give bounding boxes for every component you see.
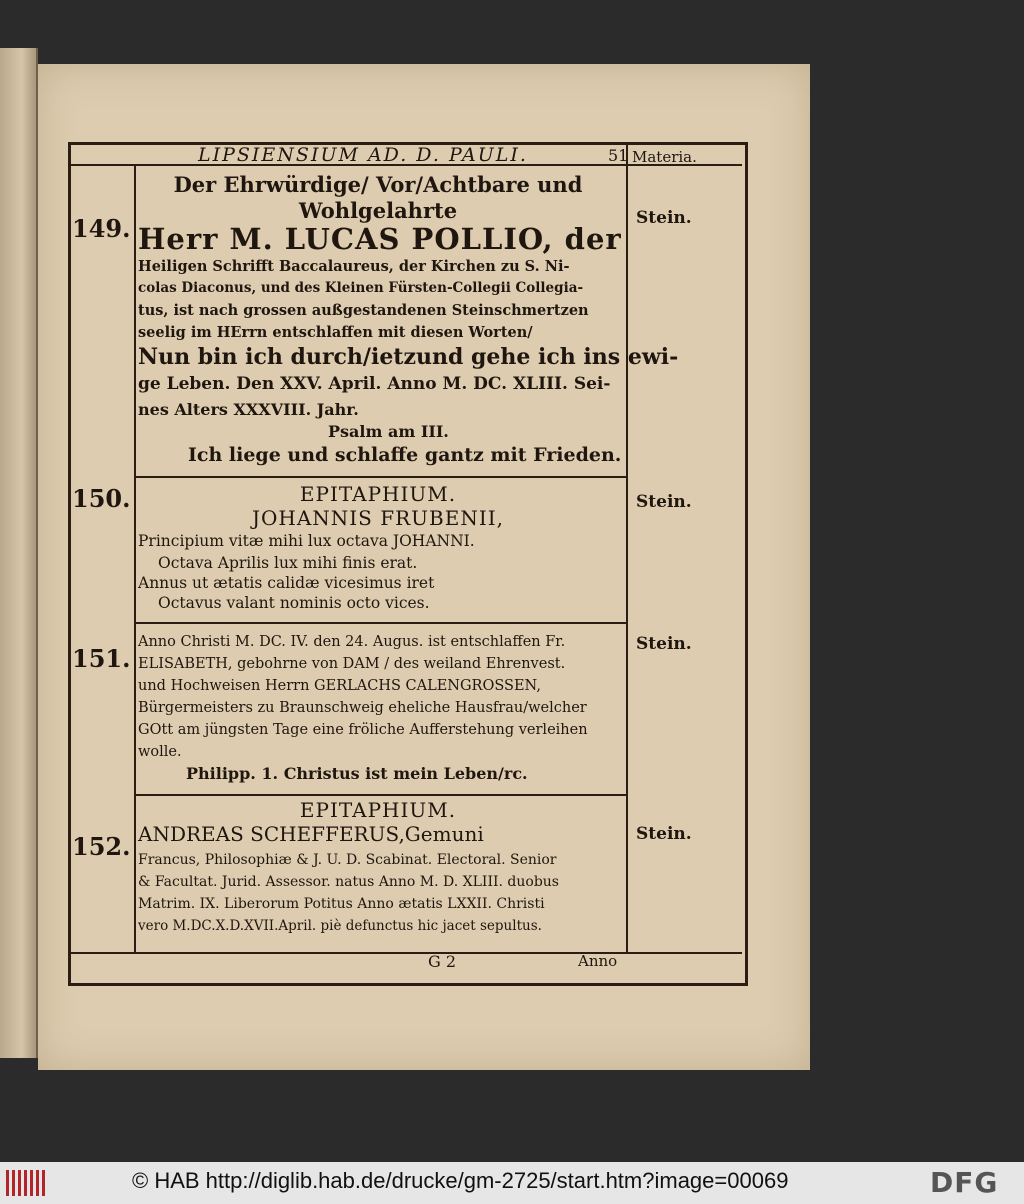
entry-line: Octavus valant nominis octo vices. bbox=[158, 594, 430, 612]
adjacent-page-edge bbox=[0, 48, 38, 1058]
entry-line: ELISABETH, gebohrne von DAM / des weiland Ehrenvest. bbox=[138, 656, 566, 672]
entry-line: Annus ut ætatis calidæ vicesimus iret bbox=[138, 574, 435, 592]
entry-divider bbox=[134, 622, 628, 624]
page-number: 51 bbox=[608, 146, 629, 165]
entry-line: tus, ist nach grossen außgestandenen Steinschmertzen bbox=[138, 302, 589, 319]
entry-line: ge Leben. Den XXV. April. Anno M. DC. XLIII. Sei- bbox=[138, 374, 611, 394]
dfg-logo: DFG bbox=[930, 1166, 999, 1199]
entry-line: Anno Christi M. DC. IV. den 24. Augus. ist entschlaffen Fr. bbox=[138, 634, 566, 650]
entry-line: Der Ehrwürdige/ Vor/Achtbare und bbox=[173, 172, 583, 197]
hab-logo-icon bbox=[6, 1170, 46, 1196]
entry-number: 152. bbox=[72, 832, 131, 861]
entry-line: Philipp. 1. Christus ist mein Leben/rc. bbox=[186, 764, 528, 783]
source-link[interactable]: © HAB http://diglib.hab.de/drucke/gm-2725/start.htm?image=00069 bbox=[132, 1168, 789, 1193]
entry-divider bbox=[134, 476, 628, 478]
margin-heading: Materia. bbox=[632, 148, 697, 166]
entry-line: und Hochweisen Herrn GERLACHS CALENGROSSEN, bbox=[138, 678, 541, 694]
entry-line: Francus, Philosophiæ & J. U. D. Scabinat. Electoral. Senior bbox=[138, 852, 557, 868]
entry-line: ANDREAS SCHEFFERUS,Gemuni bbox=[138, 822, 484, 846]
entry-line: EPITAPHIUM. bbox=[299, 798, 457, 822]
entry-line: Wohlgelahrte bbox=[298, 198, 458, 223]
entry-line: vero M.DC.X.D.XVII.April. piè defunctus hic jacet sepultus. bbox=[138, 918, 542, 934]
entry-line: seelig im HErrn entschlaffen mit diesen Worten/ bbox=[138, 324, 533, 341]
margin-note: Stein. bbox=[636, 208, 692, 228]
entry-line: Matrim. IX. Liberorum Potitus Anno ætatis LXXII. Christi bbox=[138, 896, 545, 912]
entry-line: Herr M. LUCAS POLLIO, der bbox=[138, 222, 622, 256]
entry-line: Ich liege und schlaffe gantz mit Frieden. bbox=[188, 444, 622, 466]
entry-line: JOHANNIS FRUBENII, bbox=[251, 506, 504, 530]
entry-number: 150. bbox=[72, 484, 131, 513]
margin-note: Stein. bbox=[636, 824, 692, 844]
book-page bbox=[38, 64, 810, 1070]
margin-note: Stein. bbox=[636, 634, 692, 654]
entry-line: Heiligen Schrifft Baccalaureus, der Kirchen zu S. Ni- bbox=[138, 258, 570, 275]
right-column-rule bbox=[626, 144, 628, 954]
entry-line: Nun bin ich durch/ietzund gehe ich ins ewi- bbox=[138, 344, 679, 370]
signature-mark: G 2 bbox=[428, 952, 457, 971]
bottom-rule bbox=[70, 952, 742, 954]
left-column-rule bbox=[134, 164, 136, 954]
entry-line: Octava Aprilis lux mihi finis erat. bbox=[158, 554, 418, 572]
entry-line: nes Alters XXXVIII. Jahr. bbox=[138, 400, 359, 419]
margin-note: Stein. bbox=[636, 492, 692, 512]
entry-number: 151. bbox=[72, 644, 131, 673]
catchword: Anno bbox=[578, 952, 618, 970]
entry-line: GOtt am jüngsten Tage eine fröliche Aufferstehung verleihen bbox=[138, 722, 588, 738]
entry-line: wolle. bbox=[138, 744, 182, 760]
entry-number: 149. bbox=[72, 214, 131, 243]
entry-line: Psalm am III. bbox=[328, 422, 449, 441]
entry-line: & Facultat. Jurid. Assessor. natus Anno M. D. XLIII. duobus bbox=[138, 874, 559, 890]
entry-line: Bürgermeisters zu Braunschweig eheliche Hausfrau/welcher bbox=[138, 700, 587, 716]
viewer-footer bbox=[0, 1162, 1024, 1204]
entry-line: Principium vitæ mihi lux octava JOHANNI. bbox=[138, 532, 475, 550]
entry-divider bbox=[134, 794, 628, 796]
running-title: LIPSIENSIUM AD. D. PAULI. bbox=[198, 144, 528, 166]
entry-line: EPITAPHIUM. bbox=[299, 482, 457, 506]
entry-line: colas Diaconus, und des Kleinen Fürsten-Collegii Collegia- bbox=[138, 280, 584, 296]
